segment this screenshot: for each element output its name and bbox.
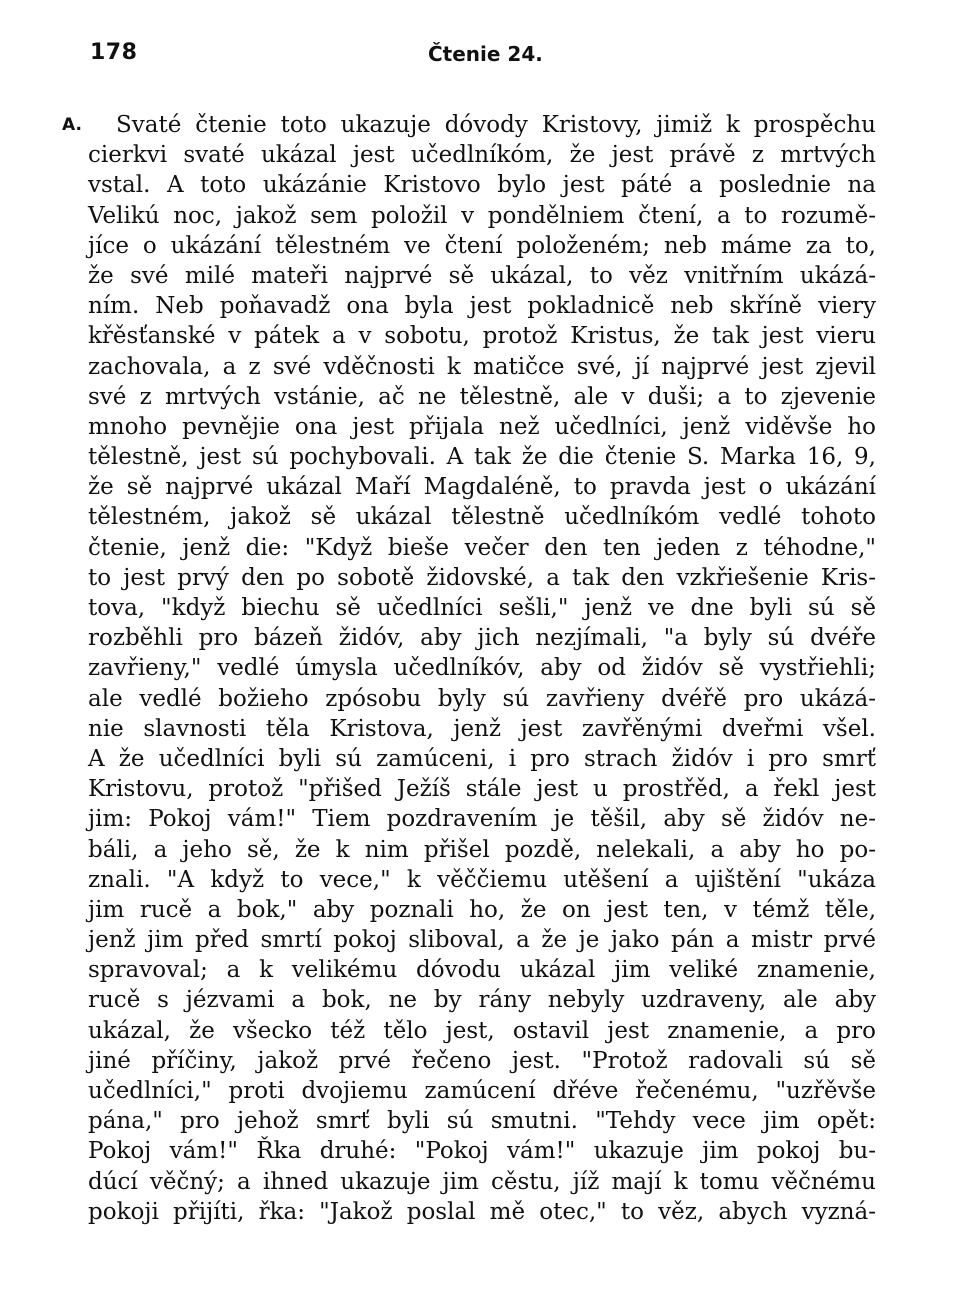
text-line: své z mrtvých vstánie, ač ne tělestně, ale v duši; a to zjevenie [88, 383, 876, 410]
text-line: A že učedlníci byli sú zamúceni, i pro strach židóv i pro smrť [88, 745, 876, 772]
text-line: báli, a jeho sě, že k nim přišel pozdě, nelekali, a aby ho po- [88, 836, 876, 863]
text-line: tělestně, jest sú pochybovali. A tak že die čtenie S. Marka 16, 9, [88, 444, 876, 471]
text-line: pána," pro jehož smrť byli sú smutni. "Tehdy vece jim opět: [88, 1108, 876, 1135]
text-line: znali. "A když to vece," k věččiemu utěšení a ujištění "ukáza [88, 866, 876, 893]
text-line: že své milé mateři najprvé sě ukázal, to věz vnitřním ukázá- [88, 262, 876, 289]
text-line: Velikú noc, jakož sem položil v pondělniem čtení, a to rozumě- [88, 202, 876, 229]
body-text [88, 110, 876, 1227]
text-line: Svaté čtenie toto ukazuje dóvody Kristovy, jimiž k prospěchu [116, 112, 876, 138]
text-line: zachovala, a z své vděčnosti k matičce své, jí najprvé jest zjevil [88, 353, 876, 380]
text-line: dúcí věčný; a ihned ukazuje jim cěstu, jíž mají k tomu věčnému [88, 1168, 876, 1195]
text-line: rozběhli pro bázeň židóv, aby jich nezjímali, "a byly sú dvéře [88, 625, 876, 652]
text-line: že sě najprvé ukázal Maří Magdaléně, to pravda jest o ukázání [88, 474, 876, 501]
text-line: rucě s jézvami a bok, ne by rány nebyly uzdraveny, ale aby [88, 987, 876, 1014]
text-line: mnoho pevnějie ona jest přijala než učedlníci, jenž viděvše ho [88, 413, 876, 440]
text-line: ale vedlé božieho zpósobu byly sú zavřieny dvéřě pro ukázá- [88, 685, 876, 712]
text-line: spravoval; a k velikému dóvodu ukázal jim veliké znamenie, [88, 957, 876, 984]
text-line: ukázal, že všecko též tělo jest, ostavil jest znamenie, a pro [88, 1017, 876, 1044]
text-line: tělestném, jakož sě ukázal tělestně učedlníkóm vedlé tohoto [88, 504, 876, 531]
text-line: tova, "když biechu sě učedlníci sešli," jenž ve dne byli sú sě [88, 595, 876, 621]
text-line: učedlníci," proti dvojiemu zamúcení dřéve řečenému, "uzřěvše [88, 1078, 876, 1104]
text-line: křěsťanské v pátek a v sobotu, protož Kristus, že tak jest vieru [88, 323, 876, 350]
text-line: pokoji přijíti, řka: "Jakož poslal mě otec," to věz, abych vyzná- [88, 1198, 876, 1225]
text-line: to jest prvý den po sobotě židovské, a tak den vzkřiešenie Kris- [88, 564, 876, 591]
page-number: 178 [90, 40, 138, 65]
text-line: jíce o ukázání tělestném ve čtení položeném; neb máme za to, [88, 232, 876, 259]
section-marker: A. [62, 115, 82, 135]
text-line: jenž jim před smrtí pokoj sliboval, a že je jako pán a mistr prvé [88, 927, 876, 954]
text-line: zavřieny," vedlé úmysla učedlníkóv, aby od židóv sě vystřiehli; [88, 655, 876, 682]
text-line: vstal. A toto ukázánie Kristovo bylo jest páté a poslednie na [88, 172, 876, 199]
text-line: nie slavnosti těla Kristova, jenž jest zavřěnými dveřmi všel. [88, 715, 876, 742]
text-line: Pokoj vám!" Řka druhé: "Pokoj vám!" ukazuje jim pokoj bu- [88, 1138, 876, 1165]
text-line: čtenie, jenž die: "Když bieše večer den ten jeden z téhodne," [88, 534, 876, 561]
text-line: jim: Pokoj vám!" Tiem pozdravením je těšil, aby sě židóv ne- [88, 806, 876, 833]
page-header [90, 40, 880, 76]
running-head: Čtenie 24. [428, 42, 543, 66]
text-line: Kristovu, protož "přišed Ježíš stále jest u prostřěd, a řekl jest [88, 776, 876, 803]
text-line: ním. Neb poňavadž ona byla jest pokladnicě neb skříně viery [88, 293, 876, 320]
text-line: jiné příčiny, jakož prvé řečeno jest. "Protož radovali sú sě [88, 1047, 876, 1074]
text-line: cierkvi svaté ukázal jest učedlníkóm, že jest právě z mrtvých [88, 142, 876, 169]
text-line: jim rucě a bok," aby poznali ho, že on jest ten, v témž těle, [88, 896, 876, 923]
